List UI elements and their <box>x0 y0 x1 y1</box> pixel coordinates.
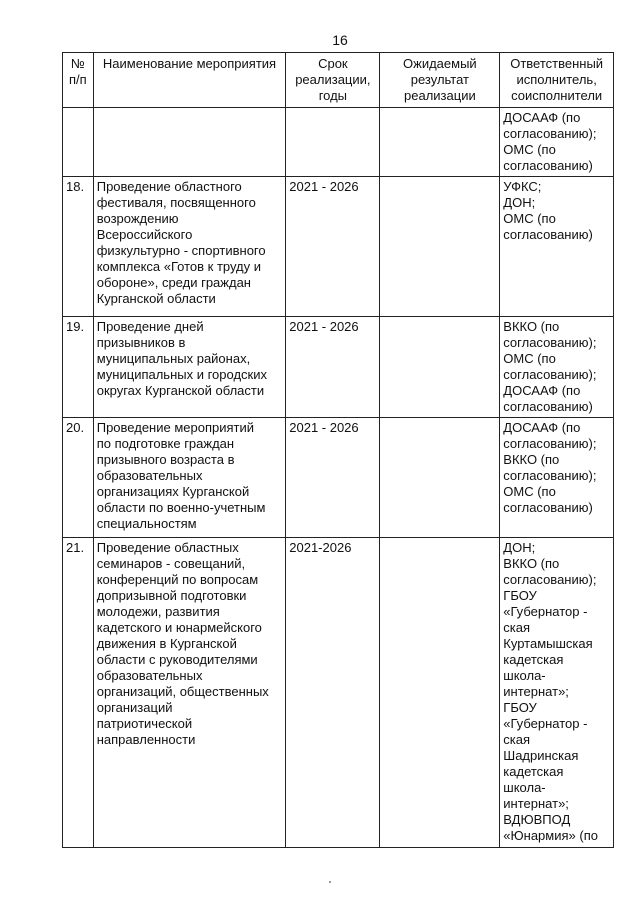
responsible-line: согласованию) <box>503 399 593 414</box>
event-name-line: призывников в <box>96 335 186 350</box>
event-name-line: патриотической <box>96 716 193 731</box>
event-name <box>93 418 286 538</box>
event-name-line: направленности <box>96 732 196 747</box>
event-term: 2021 - 2026 <box>286 317 380 418</box>
responsible-line: согласованию); <box>503 468 597 483</box>
responsible-line: «Губернатор - <box>503 604 588 619</box>
responsible-line: «Юнармия» (по <box>503 828 598 843</box>
responsible-line: согласованию) <box>503 500 593 515</box>
event-name-line: Проведение дней <box>96 319 204 334</box>
responsible-line: ВККО (по <box>503 319 560 334</box>
row-number: 18. <box>63 177 94 317</box>
event-name <box>93 177 286 317</box>
event-name-line: муниципальных районах, <box>96 351 251 366</box>
responsible-line: школа- <box>503 780 546 795</box>
event-name-line: Курганской области <box>96 291 216 306</box>
header-responsible: Ответственный исполнитель, соисполнители <box>500 53 614 108</box>
responsible-line: ОМС (по <box>503 484 556 499</box>
row-number: 19. <box>63 317 94 418</box>
responsible-line: согласованию); <box>503 335 597 350</box>
event-term: 2021-2026 <box>286 538 380 848</box>
event-name-line: организаций <box>96 700 173 715</box>
header-num: № п/п <box>63 53 94 108</box>
event-term: 2021 - 2026 <box>286 418 380 538</box>
responsible-line: школа- <box>503 668 546 683</box>
responsible-line: ДОСААФ (по <box>503 383 581 398</box>
responsible-executors <box>500 418 614 538</box>
row-number: 20. <box>63 418 94 538</box>
event-name-line: организациях Курганской <box>96 484 250 499</box>
event-name-line: Проведение областных <box>96 540 239 555</box>
responsible-line: согласованию); <box>503 572 597 587</box>
row-number: 21. <box>63 538 94 848</box>
responsible-line: согласованию); <box>503 436 597 451</box>
responsible-line: ВККО (по <box>503 452 560 467</box>
event-name-line: конференций по вопросам <box>96 572 259 587</box>
table-row <box>63 317 614 418</box>
event-name <box>93 538 286 848</box>
header-term: Срок реализации, годы <box>286 53 380 108</box>
responsible-executors <box>500 538 614 848</box>
header-result: Ожидаемый результат реализации <box>380 53 500 108</box>
responsible-line: кадетская <box>503 764 564 779</box>
responsible-line: ДОСААФ (по <box>503 110 581 125</box>
row-number <box>63 108 94 177</box>
responsible-line: ДОН; <box>503 195 536 210</box>
responsible-line: ОМС (по <box>503 211 556 226</box>
event-name-line: образовательных <box>96 468 203 483</box>
event-name-line: области по военно-учетным <box>96 500 266 515</box>
event-term <box>286 108 380 177</box>
scan-speck <box>329 881 331 883</box>
responsible-executors <box>500 317 614 418</box>
responsible-line: ская <box>503 732 531 747</box>
event-name-line: по подготовке граждан <box>96 436 235 451</box>
expected-result <box>380 108 500 177</box>
event-name <box>93 108 286 177</box>
event-name-line: организаций, общественных <box>96 684 269 699</box>
event-name-line: Проведение мероприятий <box>96 420 255 435</box>
event-name-line: обороне», среди граждан <box>96 275 251 290</box>
table-header-row <box>63 53 614 108</box>
responsible-line: УФКС; <box>503 179 542 194</box>
event-name-line: кадетского и юнармейского <box>96 620 262 635</box>
responsible-line: согласованию); <box>503 367 597 382</box>
responsible-line: ГБОУ <box>503 588 537 603</box>
events-table <box>62 52 614 848</box>
event-name-line: Проведение областного <box>96 179 242 194</box>
responsible-line: ская <box>503 620 531 635</box>
event-name-line: образовательных <box>96 668 203 683</box>
expected-result <box>380 317 500 418</box>
responsible-line: ВККО (по <box>503 556 560 571</box>
event-name-line: фестиваля, посвященного <box>96 195 256 210</box>
responsible-executors <box>500 177 614 317</box>
responsible-line: согласованию) <box>503 158 593 173</box>
event-name-line: комплекса «Готов к труду и <box>96 259 262 274</box>
header-name: Наименование мероприятия <box>93 53 286 108</box>
responsible-line: «Губернатор - <box>503 716 588 731</box>
responsible-executors <box>500 108 614 177</box>
responsible-line: ОМС (по <box>503 142 556 157</box>
event-name-line: молодежи, развития <box>96 604 220 619</box>
responsible-line: ДОСААФ (по <box>503 420 581 435</box>
responsible-line: Куртамышская <box>503 636 593 651</box>
event-term: 2021 - 2026 <box>286 177 380 317</box>
event-name-line: области с руководителями <box>96 652 258 667</box>
responsible-line: ОМС (по <box>503 351 556 366</box>
event-name-line: муниципальных и городских <box>96 367 267 382</box>
event-name-line: округах Курганской области <box>96 383 265 398</box>
table-row <box>63 108 614 177</box>
responsible-line: Шадринская <box>503 748 579 763</box>
event-name-line: физкультурно - спортивного <box>96 243 266 258</box>
expected-result <box>380 538 500 848</box>
page-number: 16 <box>332 32 348 48</box>
responsible-line: согласованию) <box>503 227 593 242</box>
event-name-line: специальностям <box>96 516 197 531</box>
responsible-line: ДОН; <box>503 540 536 555</box>
responsible-line: ГБОУ <box>503 700 537 715</box>
expected-result <box>380 177 500 317</box>
event-name <box>93 317 286 418</box>
table-row <box>63 177 614 317</box>
responsible-line: ВДЮВПОД <box>503 812 571 827</box>
event-name-line: движения в Курганской <box>96 636 237 651</box>
expected-result <box>380 418 500 538</box>
table-row <box>63 538 614 848</box>
responsible-line: интернат»; <box>503 796 569 811</box>
responsible-line: согласованию); <box>503 126 597 141</box>
event-name-line: Всероссийского <box>96 227 193 242</box>
event-name-line: призывного возраста в <box>96 452 235 467</box>
responsible-line: кадетская <box>503 652 564 667</box>
event-name-line: возрождению <box>96 211 179 226</box>
responsible-line: интернат»; <box>503 684 569 699</box>
event-name-line: допризывной подготовки <box>96 588 247 603</box>
table-row <box>63 418 614 538</box>
event-name-line: семинаров - совещаний, <box>96 556 246 571</box>
